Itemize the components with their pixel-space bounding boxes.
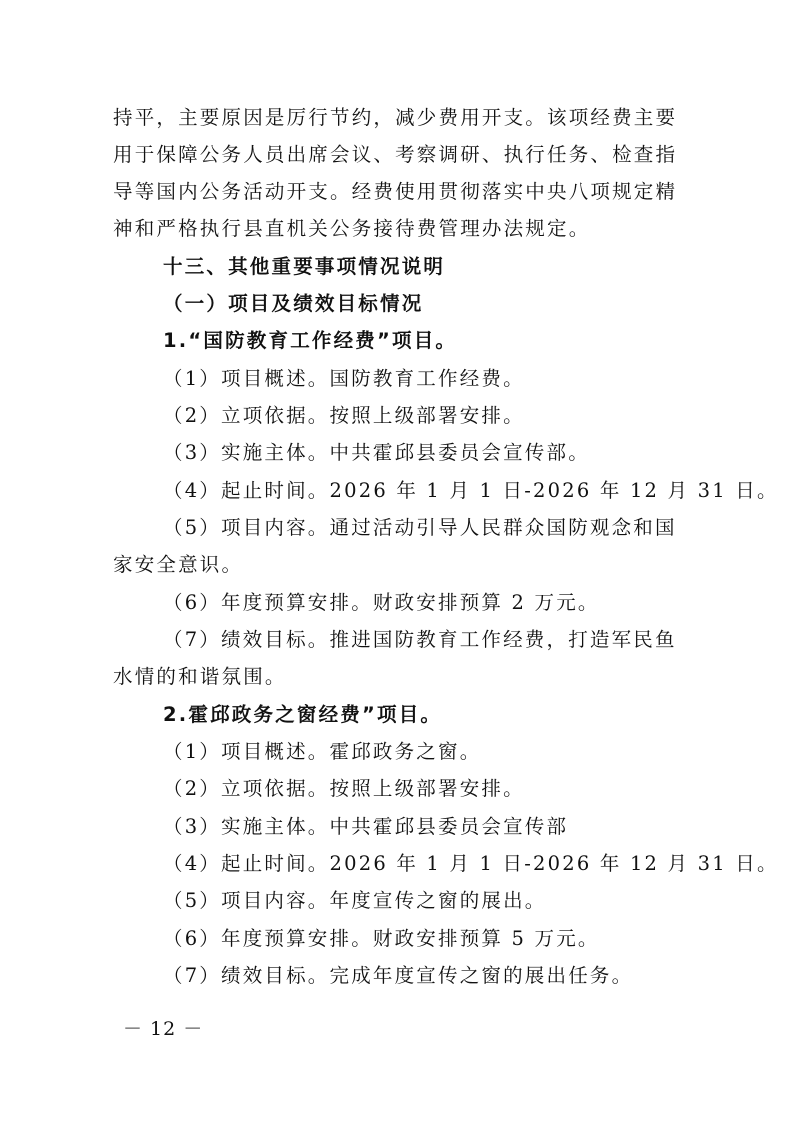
subsection-heading: （一）项目及绩效目标情况 (163, 292, 424, 315)
item-detail-line: （2）立项依据。按照上级部署安排。 (163, 404, 525, 427)
body-text-line: 导等国内公务活动开支。经费使用贯彻落实中央八项规定精 (113, 180, 678, 203)
page-number: － 12 － (123, 1018, 204, 1040)
item-detail-line: （1）项目概述。霍邱政务之窗。 (163, 740, 482, 763)
item-detail-line: （6）年度预算安排。财政安排预算 2 万元。 (163, 591, 600, 614)
item-detail-continuation: 家安全意识。 (113, 553, 244, 576)
item-detail-line: （7）绩效目标。完成年度宣传之窗的展出任务。 (163, 964, 634, 987)
item-detail-line: （1）项目概述。国防教育工作经费。 (163, 367, 525, 390)
item-detail-line: （6）年度预算安排。财政安排预算 5 万元。 (163, 927, 600, 950)
item-heading-2: 2.霍邱政务之窗经费”项目。 (163, 703, 443, 726)
item-detail-line: （4）起止时间。2026 年 1 月 1 日-2026 年 12 月 31 日。 (163, 479, 779, 502)
body-text-line: 用于保障公务人员出席会议、考察调研、执行任务、检查指 (113, 143, 678, 166)
item-detail-line: （5）项目内容。通过活动引导人民群众国防观念和国 (163, 516, 677, 539)
body-text-line: 持平，主要原因是厉行节约，减少费用开支。该项经费主要 (113, 106, 678, 129)
item-heading-1: 1.“国防教育工作经费”项目。 (163, 329, 458, 352)
item-detail-line: （7）绩效目标。推进国防教育工作经费，打造军民鱼 (163, 628, 677, 651)
item-detail-continuation: 水情的和谐氛围。 (113, 665, 287, 688)
item-detail-line: （3）实施主体。中共霍邱县委员会宣传部 (163, 815, 569, 838)
item-detail-line: （3）实施主体。中共霍邱县委员会宣传部。 (163, 441, 590, 464)
item-detail-line: （5）项目内容。年度宣传之窗的展出。 (163, 889, 547, 912)
section-heading: 十三、其他重要事项情况说明 (163, 255, 446, 278)
body-text-line: 神和严格执行县直机关公务接待费管理办法规定。 (113, 217, 591, 240)
item-detail-line: （4）起止时间。2026 年 1 月 1 日-2026 年 12 月 31 日。 (163, 852, 779, 875)
item-detail-line: （2）立项依据。按照上级部署安排。 (163, 777, 525, 800)
